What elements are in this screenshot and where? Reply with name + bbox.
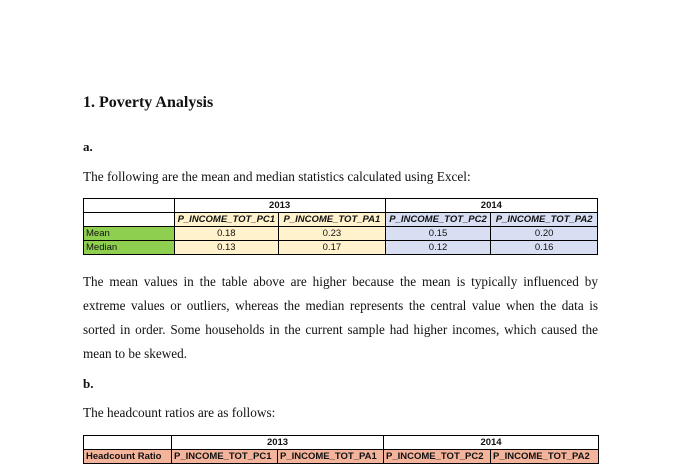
table1-header-row [84, 213, 598, 227]
intro-b-text: The headcount ratios are as follows: [83, 405, 276, 420]
table-cell: 0.16 [491, 241, 598, 255]
table-row [84, 241, 598, 255]
table1-col-header: P_INCOME_TOT_PC2 [385, 213, 491, 227]
part-b-label: b. [83, 376, 94, 391]
table-cell: 0.15 [385, 227, 491, 241]
table2-corner-cell [84, 436, 172, 450]
section-heading: 1. Poverty Analysis [83, 94, 214, 111]
table1-year-2014: 2014 [385, 199, 597, 213]
table-cell: 0.20 [491, 227, 598, 241]
table-cell: 0.18 [174, 227, 279, 241]
mean-median-table [83, 198, 598, 255]
explanation-paragraph: The mean values in the table above are higher because the mean is typically influenced by extreme values or outliers, whereas the median represents the central value when the data is sorted in order. Some households in the current sample had higher incomes, which caused the mean to be skewed. [83, 274, 598, 361]
table-cell: 0.12 [385, 241, 491, 255]
table2-col-header: P_INCOME_TOT_PC2 [384, 450, 491, 464]
table2-col-header: P_INCOME_TOT_PA2 [491, 450, 599, 464]
intro-a-text: The following are the mean and median statistics calculated using Excel: [83, 169, 471, 184]
table1-col-header: P_INCOME_TOT_PA1 [279, 213, 386, 227]
row-label-mean: Mean [84, 227, 175, 241]
row-label-median: Median [84, 241, 175, 255]
table2-header-row [84, 450, 599, 464]
table1-year-2013: 2013 [174, 199, 385, 213]
table-cell: 0.17 [279, 241, 386, 255]
table-cell: 0.23 [279, 227, 386, 241]
table1-corner-cell [84, 199, 175, 213]
table-cell: 0.13 [174, 241, 279, 255]
table2-year-2013: 2013 [172, 436, 384, 450]
table1-header-blank [84, 213, 175, 227]
table1-year-row [84, 199, 598, 213]
table2-year-row [84, 436, 599, 450]
part-a-label: a. [83, 139, 93, 154]
table2-year-2014: 2014 [384, 436, 599, 450]
headcount-ratio-label: Headcount Ratio [84, 450, 172, 464]
table-row [84, 227, 598, 241]
headcount-ratio-table [83, 435, 599, 464]
table1-col-header: P_INCOME_TOT_PA2 [491, 213, 598, 227]
table2-col-header: P_INCOME_TOT_PA1 [278, 450, 384, 464]
table1-col-header: P_INCOME_TOT_PC1 [174, 213, 279, 227]
table2-col-header: P_INCOME_TOT_PC1 [172, 450, 278, 464]
